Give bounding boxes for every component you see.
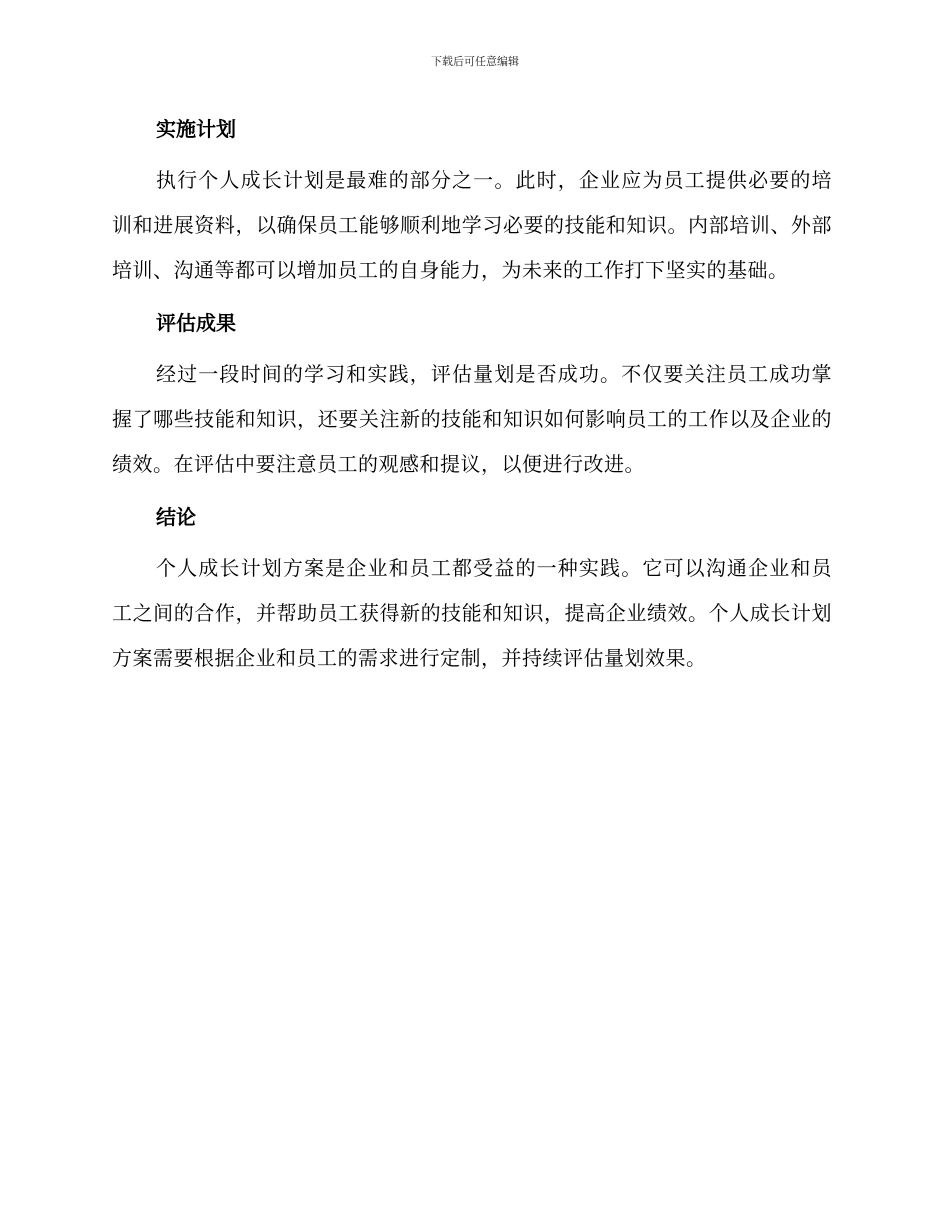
section-evaluate-results bbox=[112, 308, 832, 487]
section-heading: 实施计划 bbox=[156, 117, 236, 141]
section-implementation-plan bbox=[112, 114, 832, 293]
section-heading: 结论 bbox=[156, 505, 196, 529]
section-paragraph: 个人成长计划方案是企业和员工都受益的一种实践。它可以沟通企业和员工之间的合作，并帮助员工获得新的技能和知识，提高企业绩效。个人成长计划方案需要根据企业和员工的需求进行定制，并持续评估量划效果。 bbox=[112, 556, 832, 670]
section-heading: 评估成果 bbox=[156, 311, 236, 335]
section-conclusion bbox=[112, 502, 832, 681]
section-paragraph: 执行个人成长计划是最难的部分之一。此时，企业应为员工提供必要的培训和进展资料，以确保员工能够顺利地学习必要的技能和知识。内部培训、外部培训、沟通等都可以增加员工的自身能力，为未来的工作打下坚实的基础。 bbox=[112, 168, 832, 282]
section-paragraph: 经过一段时间的学习和实践，评估量划是否成功。不仅要关注员工成功掌握了哪些技能和知识，还要关注新的技能和知识如何影响员工的工作以及企业的绩效。在评估中要注意员工的观感和提议，以便进行改进。 bbox=[112, 362, 832, 476]
page-header: 下载后可任意编辑 bbox=[431, 55, 519, 68]
document-body bbox=[112, 114, 832, 696]
